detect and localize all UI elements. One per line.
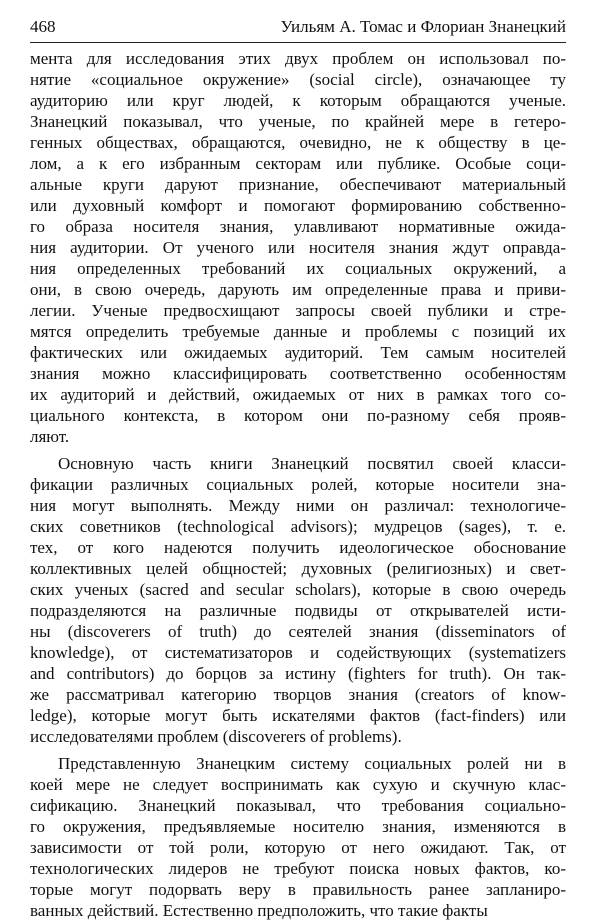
text-line: Представленную Знанецким систему социальных ролей ни в (58, 754, 566, 773)
paragraph (30, 453, 566, 747)
text-line: альные круги даруют признание, обеспечивают материальный (30, 175, 566, 194)
text-line: тех, от кого надеются получить идеологическое обоснование (30, 538, 566, 557)
text-line: and contributors) до борцов за истину (fighters for truth). Он так- (30, 664, 566, 683)
text-line: торые могут подорвать веру в правильность ранее запланиро- (30, 880, 566, 899)
text-line: подразделяются на различные подвиды от открывателей исти- (30, 601, 566, 620)
text-line: коллективных целей общностей; духовных (религиозных) и свет- (30, 559, 566, 578)
text-line: ния аудитории. От ученого или носителя знания ждут оправда- (30, 238, 566, 257)
text-line: же рассматривал категорию творцов знания (creators of know- (30, 685, 566, 704)
text-line: зависимости от той роли, которую от него ожидают. Так, от (30, 838, 566, 857)
text-line: ских советников (technological advisors); мудрецов (sages), т. е. (30, 517, 566, 536)
text-line: знания можно классифицировать соответственно особенностям (30, 364, 566, 383)
text-line: Знанецкий показывал, что ученые, по крайней мере в гетеро- (30, 112, 566, 131)
text-line: го образа носителя знания, улавливают нормативные ожида- (30, 217, 566, 236)
text-line: аудиторию или круг людей, к которым обращаются ученые. (30, 91, 566, 110)
text-line: ния определенных требований их социальных окружений, а (30, 259, 566, 278)
text-line: ния могут выполнять. Между ними он различал: технологиче- (30, 496, 566, 515)
page-number: 468 (30, 17, 56, 36)
paragraph (30, 753, 566, 921)
text-line: коей мере не следует воспринимать как сухую и скучную клас- (30, 775, 566, 794)
text-line: ских ученых (sacred and secular scholars), которые в свою очередь (30, 580, 566, 599)
text-line: ны (discoverers of truth) до сеятелей знания (disseminators of (30, 622, 566, 641)
text-line: или духовный комфорт и помогают формированию собственно- (30, 196, 566, 215)
text-line: технологических лидеров не требуют поиска новых фактов, ко- (30, 859, 566, 878)
running-head: Уильям А. Томас и Флориан Знанецкий (280, 17, 566, 36)
text-line: их аудиторий и действий, ожидаемых от них в рамках того со- (30, 385, 566, 404)
text-line: лом, а к его избранным секторам или публике. Особые соци- (30, 154, 566, 173)
body-text (30, 48, 566, 921)
text-line: knowledge), от систематизаторов и содействующих (systematizers (30, 643, 566, 662)
text-line: исследователями проблем (discoverers of problems). (30, 727, 402, 746)
text-line: го окружения, предъявляемые носителю знания, изменяются в (30, 817, 566, 836)
text-line: генных обществах, обращаются, очевидно, не к обществу в це- (30, 133, 566, 152)
text-line: ledge), которые могут быть искателями фактов (fact-finders) или (30, 706, 566, 725)
text-line: ляют. (30, 427, 70, 446)
text-line: легии. Ученые предвосхищают запросы своей публики и стре- (30, 301, 566, 320)
paragraph (30, 48, 566, 447)
text-line: фикации различных социальных ролей, которые носители зна- (30, 475, 566, 494)
text-line: Основную часть книги Знанецкий посвятил своей класси- (58, 454, 566, 473)
text-line: фактических или ожидаемых аудиторий. Тем самым носителей (30, 343, 566, 362)
text-line: мента для исследования этих двух проблем он использовал по- (30, 49, 566, 68)
text-line: циального контекста, в котором они по-разному себя прояв- (30, 406, 566, 425)
text-line: они, в свою очередь, дарують им определенные права и приви- (30, 280, 566, 299)
text-line: нятие «социальное окружение» (social circle), означающее ту (30, 70, 566, 89)
text-line: ванных действий. Естественно предположить, что такие факты (30, 901, 488, 920)
page-header (30, 16, 566, 43)
text-line: мятся определить требуемые данные и проблемы с позиций их (30, 322, 566, 341)
text-line: сификацию. Знанецкий показывал, что требования социально- (30, 796, 566, 815)
